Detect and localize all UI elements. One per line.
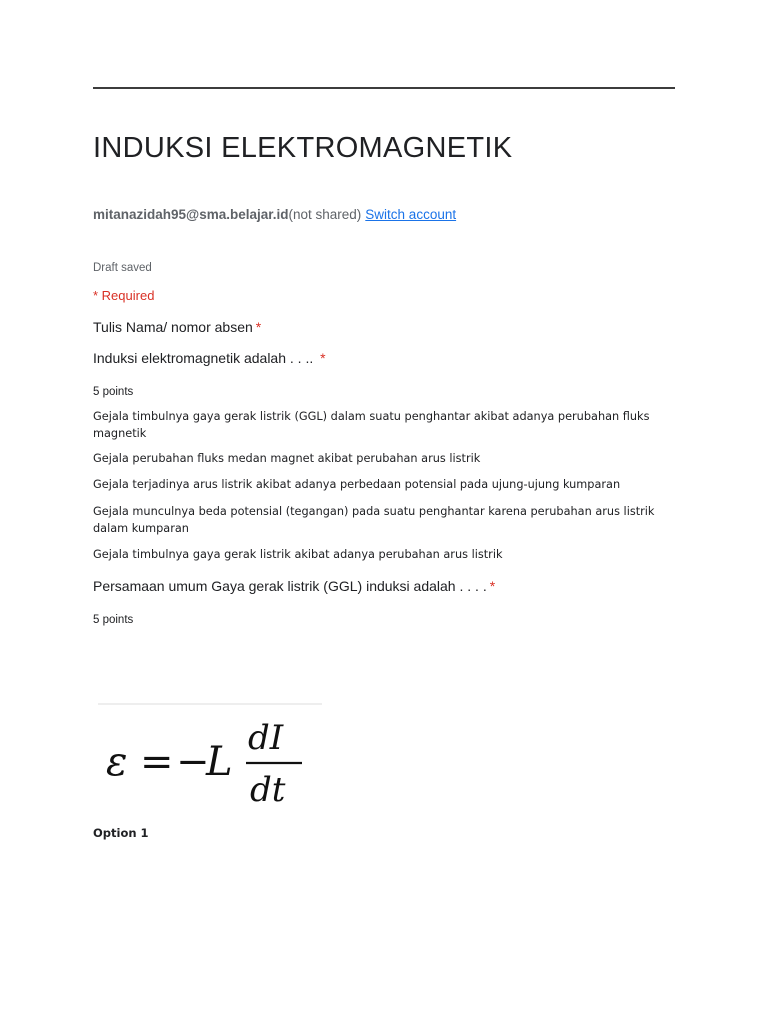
question-name (93, 319, 261, 335)
svg-text:L: L (206, 739, 233, 785)
not-shared-note: (not shared) (288, 207, 362, 222)
option-item[interactable]: Gejala munculnya beda potensial (tegangan) pada suatu penghantar karena perubahan arus listrik dalam kumparan (93, 505, 655, 535)
svg-text:ε: ε (106, 739, 128, 785)
question-equation (93, 578, 495, 594)
required-star: * (320, 350, 326, 366)
form-title: INDUKSI ELEKTROMAGNETIK (93, 132, 513, 164)
svg-text:−: − (176, 739, 210, 785)
question-label: Persamaan umum Gaya gerak listrik (GGL) induksi adalah . . . . (93, 578, 487, 594)
account-line (93, 207, 456, 222)
option-item[interactable]: Gejala perubahan fluks medan magnet akibat perubahan arus listrik (93, 452, 481, 465)
emf-equation-svg (98, 705, 322, 817)
svg-text:dI: dI (248, 718, 284, 758)
points-label: 5 points (93, 386, 134, 398)
header-divider (93, 87, 675, 89)
draft-status: Draft saved (93, 262, 152, 274)
option-item[interactable]: Gejala timbulnya gaya gerak listrik (GGL) dalam suatu penghantar akibat adanya perubahan fluks magnetik (93, 410, 650, 440)
account-email: mitanazidah95@sma.belajar.id (93, 207, 289, 222)
switch-account-link[interactable]: Switch account (365, 207, 457, 222)
option-label[interactable]: Option 1 (93, 826, 149, 840)
points-label: 5 points (93, 614, 134, 626)
question-label: Induksi elektromagnetik adalah . . .. (93, 350, 318, 366)
required-star: * (489, 578, 496, 594)
svg-text:dt: dt (250, 770, 286, 810)
required-star: * (255, 319, 262, 335)
option-item[interactable]: Gejala terjadinya arus listrik akibat adanya perbedaan potensial pada ujung-ujung kumparan (93, 478, 621, 491)
option-item[interactable]: Gejala timbulnya gaya gerak listrik akibat adanya perubahan arus listrik (93, 548, 503, 561)
required-note: * Required (93, 288, 155, 303)
svg-text:=: = (140, 739, 174, 785)
formula-image (98, 703, 322, 819)
question-definition (93, 350, 326, 366)
question-label: Tulis Nama/ nomor absen (93, 319, 253, 335)
